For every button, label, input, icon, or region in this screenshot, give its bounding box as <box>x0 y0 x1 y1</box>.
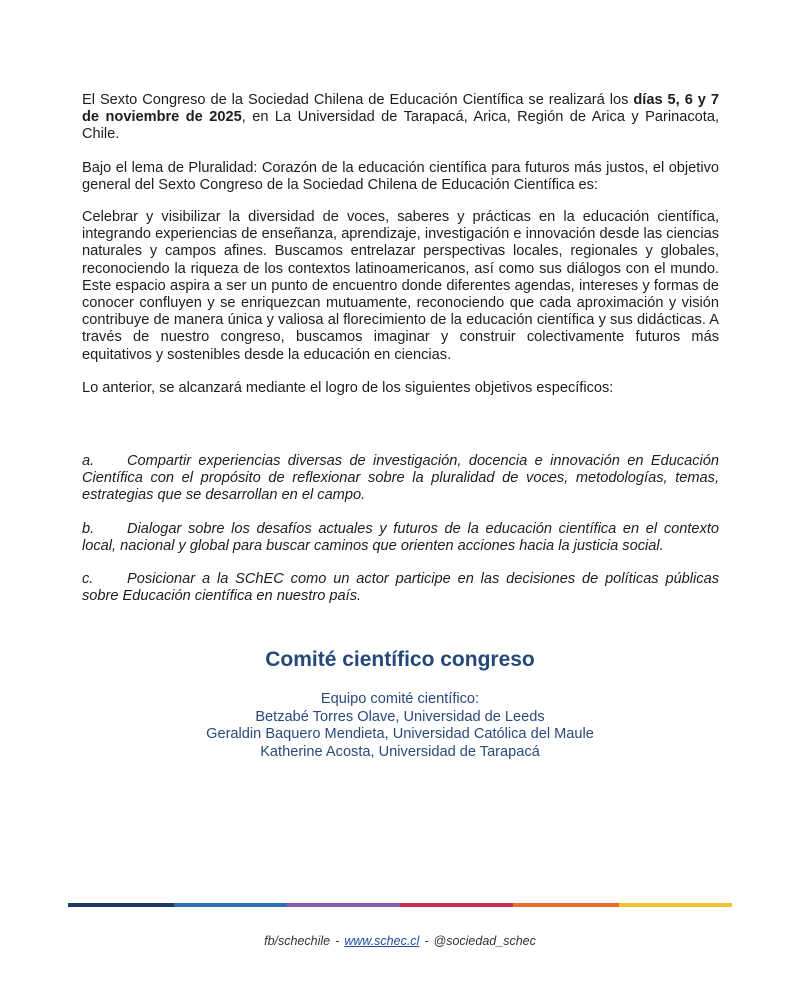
objective-text: Dialogar sobre los desafíos actuales y futuros de la educación científica en el contexto local, nacional y global para buscar caminos que orienten acciones hacia la justicia social. <box>82 520 719 554</box>
dates-bold: días 5, 6 y 7 de noviembre de 2025 <box>82 92 719 126</box>
objective-text: Compartir experiencias diversas de investigación, docencia e innovación en Educación Científica con el propósito de reflexionar sobre la pluralidad de voces, metodologías, temas, estrategias que se desarrollan en el campo. <box>82 453 719 504</box>
paragraph-motto: Bajo el lema de Pluralidad: Corazón de la educación científica para futuros más justos, el objetivo general del Sexto Congreso de la Sociedad Chilena de Educación Científica es: <box>82 159 719 193</box>
paragraph-general-objective: Celebrar y visibilizar la diversidad de voces, saberes y prácticas en la educación científica, integrando experiencias de enseñanza, aprendizaje, investigación e innovación desde las ciencias naturales y campos afines. Buscamos entrelazar perspectivas locales, regionales y globales, reconociendo la riqueza de los contextos latinoamericanos, así como sus diálogos con el mundo. Este espacio aspira a ser un punto de encuentro donde diferentes agendas, intereses y formas de conocer confluyen y se enriquezcan mutuamente, reconociendo que cada aproximación y visión contribuye de manera única y valiosa al florecimiento de la educación científica y sus didácticas. A través de nuestro congreso, buscamos imaginar y construir colectivamente futuros más equitativos y sostenibles desde la educación en ciencias. <box>82 209 719 363</box>
objective-letter: a. <box>82 453 95 469</box>
paragraph-dates <box>82 92 719 144</box>
footer-color-bar <box>68 903 732 907</box>
dates-text-post: , en La Universidad de Tarapacá, Arica, Región de Arica y Parinacota, Chile. <box>82 109 719 143</box>
paragraph-lead-in: Lo anterior, se alcanzará mediante el logro de los siguientes objetivos específicos: <box>82 379 614 396</box>
committee-member: Geraldin Baquero Mendieta, Universidad Católica del Maule <box>206 726 594 742</box>
footer-facebook: fb/schechile <box>264 934 331 948</box>
committee-title: Comité científico congreso <box>265 648 535 671</box>
objective-text: Posicionar a la SChEC como un actor participe en las decisiones de políticas públicas sobre Educación científica en nuestro país. <box>82 571 719 605</box>
committee-team-label: Equipo comité científico: <box>320 691 480 707</box>
footer-instagram: @sociedad_schec <box>433 934 536 948</box>
objective-item <box>82 571 719 605</box>
objective-letter: c. <box>82 571 94 588</box>
specific-objectives-list <box>82 453 719 621</box>
footer-website-link[interactable]: www.schec.cl <box>344 934 420 948</box>
objective-item <box>82 453 719 505</box>
document-body <box>82 92 719 397</box>
committee-member: Betzabé Torres Olave, Universidad de Leeds <box>255 708 545 725</box>
objective-letter: b. <box>82 520 95 537</box>
dates-text-pre: El Sexto Congreso de la Sociedad Chilena de Educación Científica se realizará los <box>82 92 634 108</box>
footer <box>0 934 800 948</box>
footer-separator: - <box>335 934 340 948</box>
footer-separator: - <box>424 934 429 948</box>
committee-member: Katherine Acosta, Universidad de Tarapacá <box>260 743 540 760</box>
objective-item <box>82 521 719 555</box>
committee-section <box>0 648 800 761</box>
